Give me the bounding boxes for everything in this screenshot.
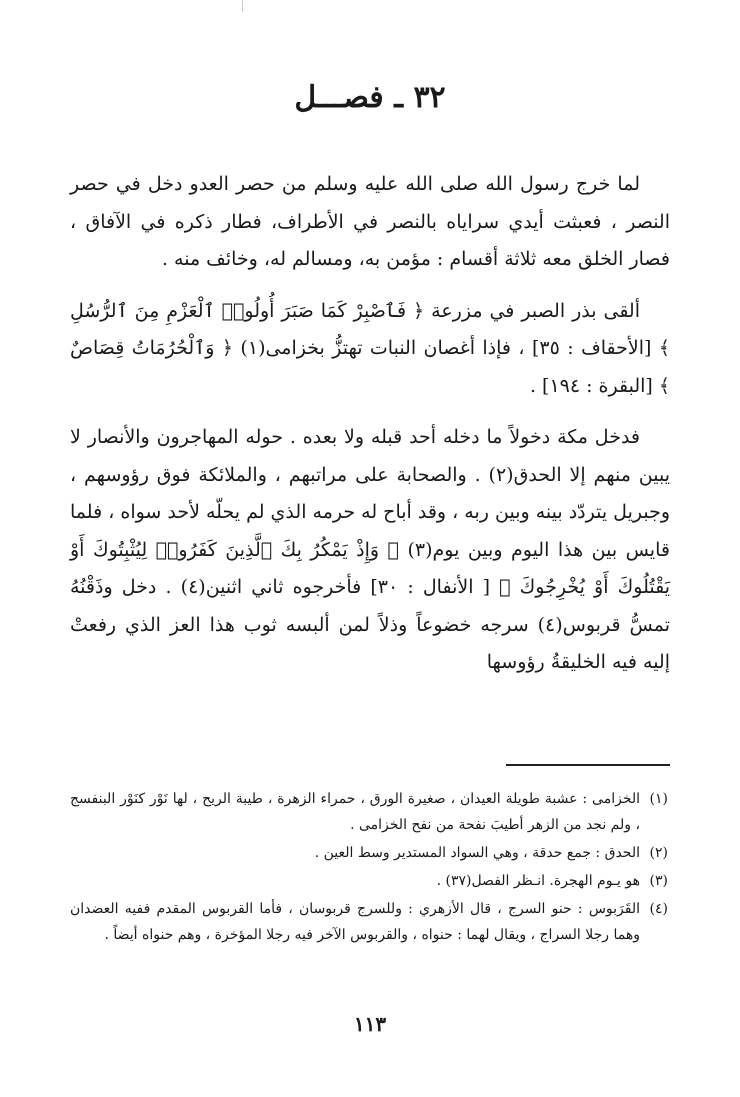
paragraph-3: فدخل مكة دخولاً ما دخله أحد قبله ولا بعده . حوله المهاجرون والأنصار لا يبين منهم إلا الحدق(٢) . والصحابة على مراتبهم ، والملائكة فوق رؤوسهم ، وجبريل يتردّد بينه وبين ربه ، وقد أباح له حرمه الذي لم يحلّه لأحد سواه ، فلما قايس بين هذا اليوم وبين يوم(٣) ﴿ وَإِذْ يَمْكُرُ بِكَ ٱلَّذِينَ كَفَرُوا۟ لِيُثْبِتُوكَ أَوْ يَقْتُلُوكَ أَوْ يُخْرِجُوكَ ﴾ [ الأنفال : ٣٠] فأخرجوه ثاني اثنين(٤) . دخل وذَقْنُهُ تمسُّ قربوس(٤) سرجه خضوعاً وذلاً لمن ألبسه ثوب هذا العز الذي رفعتْ إليه فيه الخليقةُ رؤوسها — [70, 426, 671, 673]
crop-mark — [242, 0, 243, 12]
page-number: ١١٣ — [353, 1012, 387, 1036]
footnote-text: الحدق : جمع حدقة ، وهي السواد المستدير وسط العين . — [314, 845, 640, 861]
paragraph-1: لما خرج رسول الله صلى الله عليه وسلم من حصر العدو دخل في حصر النصر ، فعبثت أيدي سراياه بالنصر في الأطراف، فطار ذكره في الآفاق ، فصار الخلق معه ثلاثة أقسام : مؤمن به، ومسالم له، وخائف منه . — [70, 173, 670, 270]
footnote-number: (٢) — [649, 845, 668, 861]
footnote-separator — [506, 764, 670, 766]
main-text — [70, 166, 670, 682]
footnote-text: هو يـوم الهجرة. انـظر الفصل(٣٧) . — [436, 873, 640, 889]
footnote-1 — [70, 786, 668, 838]
footnote-number: (٤) — [649, 901, 668, 917]
footnote-text: الخزامى : عشبة طويلة العيدان ، صغيرة الورق ، حمراء الزهرة ، طيبة الريح ، لها نَوْر كنَوْر البنفسج ، ولم نجد من الزهر أطيبَ نفحة من نفح الخزامى . — [70, 791, 640, 833]
footnote-number: (١) — [649, 791, 668, 807]
footnote-number: (٣) — [649, 873, 668, 889]
footnote-4 — [70, 896, 668, 948]
footnote-3 — [70, 868, 668, 894]
footnote-2 — [70, 840, 668, 866]
paragraph-2: ألقى بذر الصبر في مزرعة ﴿ فَٱصْبِرْ كَمَا صَبَرَ أُولُوا۟ ٱلْعَزْمِ مِنَ ٱلرُّسُلِ ﴾ [الأحقاف : ٣٥] ، فإذا أغصان النبات تهتزُّ بخزامى(١) ﴿ وَٱلْحُرُمَاتُ قِصَاصٌ ﴾ [البقرة : ١٩٤] . — [70, 299, 670, 397]
footnote-text: القَرَبوس : حنو السرج ، قال الأزهري : وللسرج قربوسان ، فأما القربوس المقدم ففيه العضدان وهما رجلا السراج ، ويقال لهما : حنواه ، والقربوس الآخر فيه رجلا المؤخرة ، وهم حنواه أيضاً . — [70, 901, 640, 943]
footnotes — [70, 786, 668, 950]
chapter-title: ٣٢ ـ فصـــل — [294, 80, 446, 115]
